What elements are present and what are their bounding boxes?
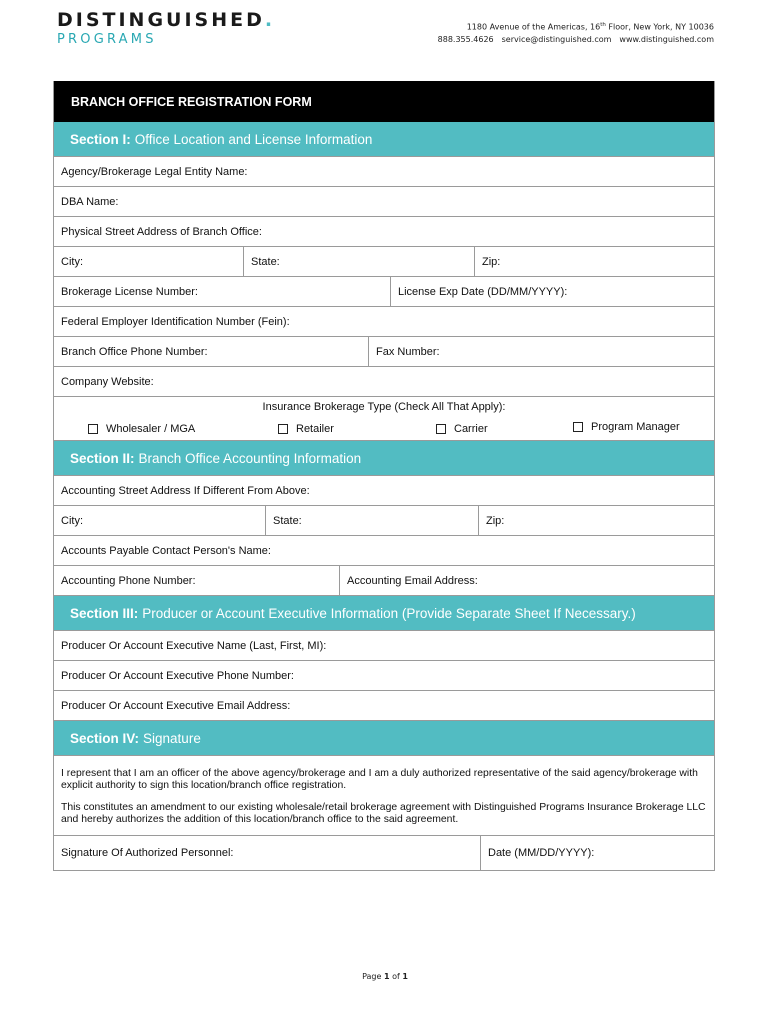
checkbox-carrier[interactable]: Carrier [436,423,488,435]
signature-field[interactable]: Signature Of Authorized Personnel: [54,836,481,870]
company-logo [57,10,275,48]
contact-info [438,19,714,46]
producer-name-field[interactable]: Producer Or Account Executive Name (Last, First, MI): [61,639,327,652]
ap-contact-field[interactable]: Accounts Payable Contact Person's Name: [61,544,271,557]
producer-email-field[interactable]: Producer Or Account Executive Email Address: [61,699,291,712]
checkbox-program-manager[interactable]: Program Manager [573,421,680,433]
accounting-zip-field[interactable]: Zip: [486,514,505,527]
company-website-field[interactable]: Company Website: [61,375,154,388]
state-field[interactable]: State: [244,247,475,276]
brokerage-type-group [54,397,714,441]
section-3-header: Section III: Producer or Account Executive Information (Provide Separate Sheet If Necessary.) [54,596,714,631]
section-4-header: Section IV: Signature [54,721,714,756]
statement-paragraph-2: This constitutes an amendment to our existing wholesale/retail brokerage agreement with Distinguished Programs Insurance Brokerage LLC and hereby authorizes the addition of this location/branch office to the said agreement. [61,802,706,825]
branch-phone-field[interactable]: Branch Office Phone Number: [54,337,369,366]
office-address: 1180 Avenue of the Americas, 16th Floor, New York, NY 10036 [466,22,714,32]
fax-number-field[interactable]: Fax Number: [376,345,440,358]
page-number: Page 1 of 1 [362,972,408,981]
legal-entity-name-field[interactable]: Agency/Brokerage Legal Entity Name: [61,165,248,178]
license-exp-date-field[interactable]: License Exp Date (DD/MM/YYYY): [398,285,568,298]
section-2-header: Section II: Branch Office Accounting Information [54,441,714,476]
checkbox-wholesaler-mga[interactable]: Wholesaler / MGA [88,423,195,435]
producer-phone-field[interactable]: Producer Or Account Executive Phone Number: [61,669,294,682]
logo-wordmark: DISTINGUISHED. [57,9,276,31]
accounting-email-field[interactable]: Accounting Email Address: [347,574,478,587]
signature-date-field[interactable]: Date (MM/DD/YYYY): [488,847,595,859]
zip-field[interactable]: Zip: [482,255,501,268]
phone-number: 888.355.4626 [437,34,494,44]
checkbox-icon [436,424,446,434]
section-1-header: Section I: Office Location and License Information [54,122,714,157]
accounting-city-field[interactable]: City: [54,506,266,535]
checkbox-icon [278,424,288,434]
street-address-field[interactable]: Physical Street Address of Branch Office: [61,225,262,238]
registration-form [53,81,715,871]
email-address[interactable]: service@distinguished.com [501,34,612,44]
logo-subtitle: PROGRAMS [57,32,157,47]
accounting-street-field[interactable]: Accounting Street Address If Different From Above: [61,484,310,497]
license-number-field[interactable]: Brokerage License Number: [54,277,391,306]
checkbox-retailer[interactable]: Retailer [278,423,334,435]
website-link[interactable]: www.distinguished.com [619,34,714,44]
city-field[interactable]: City: [54,247,244,276]
brokerage-type-label: Insurance Brokerage Type (Check All That Apply): [262,401,506,413]
dba-name-field[interactable]: DBA Name: [61,195,119,208]
authorization-statement [54,756,714,836]
statement-paragraph-1: I represent that I am an officer of the above agency/brokerage and I am a duly authorized representative of the said agency/brokerage with explicit authority to sign this location/branch office registration. [61,768,698,791]
checkbox-icon [573,422,583,432]
accounting-state-field[interactable]: State: [266,506,479,535]
form-title: BRANCH OFFICE REGISTRATION FORM [54,81,714,122]
fein-field[interactable]: Federal Employer Identification Number (Fein): [61,315,290,328]
checkbox-icon [88,424,98,434]
accounting-phone-field[interactable]: Accounting Phone Number: [54,566,340,595]
